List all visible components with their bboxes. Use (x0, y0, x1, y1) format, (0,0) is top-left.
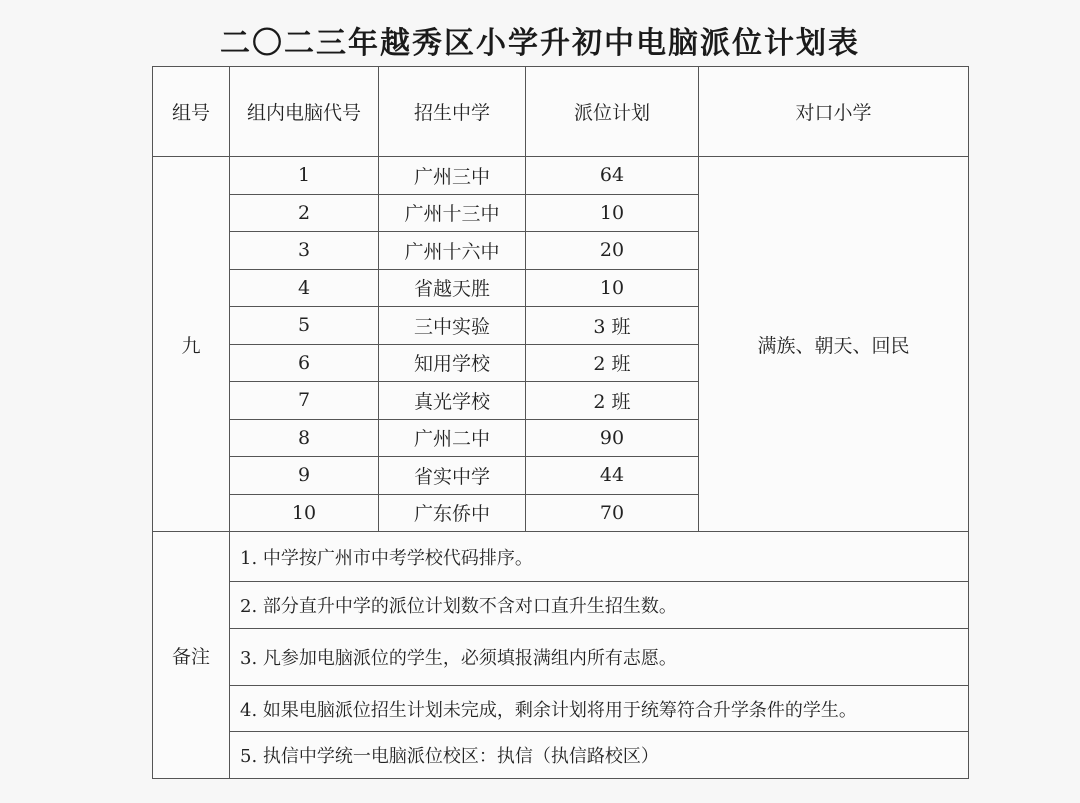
remark-row (153, 686, 969, 732)
school-cell: 广东侨中 (379, 494, 526, 532)
remark-text: 2. 部分直升中学的派位计划数不含对口直升生招生数。 (230, 582, 969, 629)
school-cell: 广州二中 (379, 419, 526, 457)
plan-cell: 2 班 (526, 382, 699, 420)
plan-cell: 44 (526, 457, 699, 495)
table-row (153, 157, 969, 195)
remark-text: 4. 如果电脑派位招生计划未完成，剩余计划将用于统筹符合升学条件的学生。 (230, 686, 969, 732)
school-cell: 真光学校 (379, 382, 526, 420)
plan-cell: 3 班 (526, 307, 699, 345)
remark-row (153, 629, 969, 686)
school-cell: 广州十三中 (379, 194, 526, 232)
code-cell: 9 (230, 457, 379, 495)
plan-cell: 90 (526, 419, 699, 457)
remark-row (153, 732, 969, 779)
code-cell: 7 (230, 382, 379, 420)
header-school: 招生中学 (379, 67, 526, 157)
remarks-label: 备注 (153, 532, 230, 779)
code-cell: 6 (230, 344, 379, 382)
school-cell: 知用学校 (379, 344, 526, 382)
plan-cell: 10 (526, 194, 699, 232)
plan-cell: 70 (526, 494, 699, 532)
group-number: 九 (153, 157, 230, 532)
school-cell: 省实中学 (379, 457, 526, 495)
code-cell: 4 (230, 269, 379, 307)
plan-cell: 10 (526, 269, 699, 307)
placement-table (152, 66, 969, 779)
page-title: 二〇二三年越秀区小学升初中电脑派位计划表 (220, 26, 860, 61)
plan-cell: 20 (526, 232, 699, 270)
code-cell: 3 (230, 232, 379, 270)
code-cell: 1 (230, 157, 379, 195)
school-cell: 广州十六中 (379, 232, 526, 270)
code-cell: 10 (230, 494, 379, 532)
header-row (153, 67, 969, 157)
remark-text: 5. 执信中学统一电脑派位校区：执信（执信路校区） (230, 732, 969, 779)
primary-schools: 满族、朝天、回民 (699, 157, 969, 532)
header-plan: 派位计划 (526, 67, 699, 157)
remark-row (153, 532, 969, 582)
header-code: 组内电脑代号 (230, 67, 379, 157)
school-cell: 省越天胜 (379, 269, 526, 307)
school-cell: 广州三中 (379, 157, 526, 195)
plan-cell: 2 班 (526, 344, 699, 382)
header-primary: 对口小学 (699, 67, 969, 157)
code-cell: 2 (230, 194, 379, 232)
school-cell: 三中实验 (379, 307, 526, 345)
remark-row (153, 582, 969, 629)
header-group: 组号 (153, 67, 230, 157)
remark-text: 1. 中学按广州市中考学校代码排序。 (230, 532, 969, 582)
code-cell: 5 (230, 307, 379, 345)
code-cell: 8 (230, 419, 379, 457)
remark-text: 3. 凡参加电脑派位的学生，必须填报满组内所有志愿。 (230, 629, 969, 686)
plan-cell: 64 (526, 157, 699, 195)
